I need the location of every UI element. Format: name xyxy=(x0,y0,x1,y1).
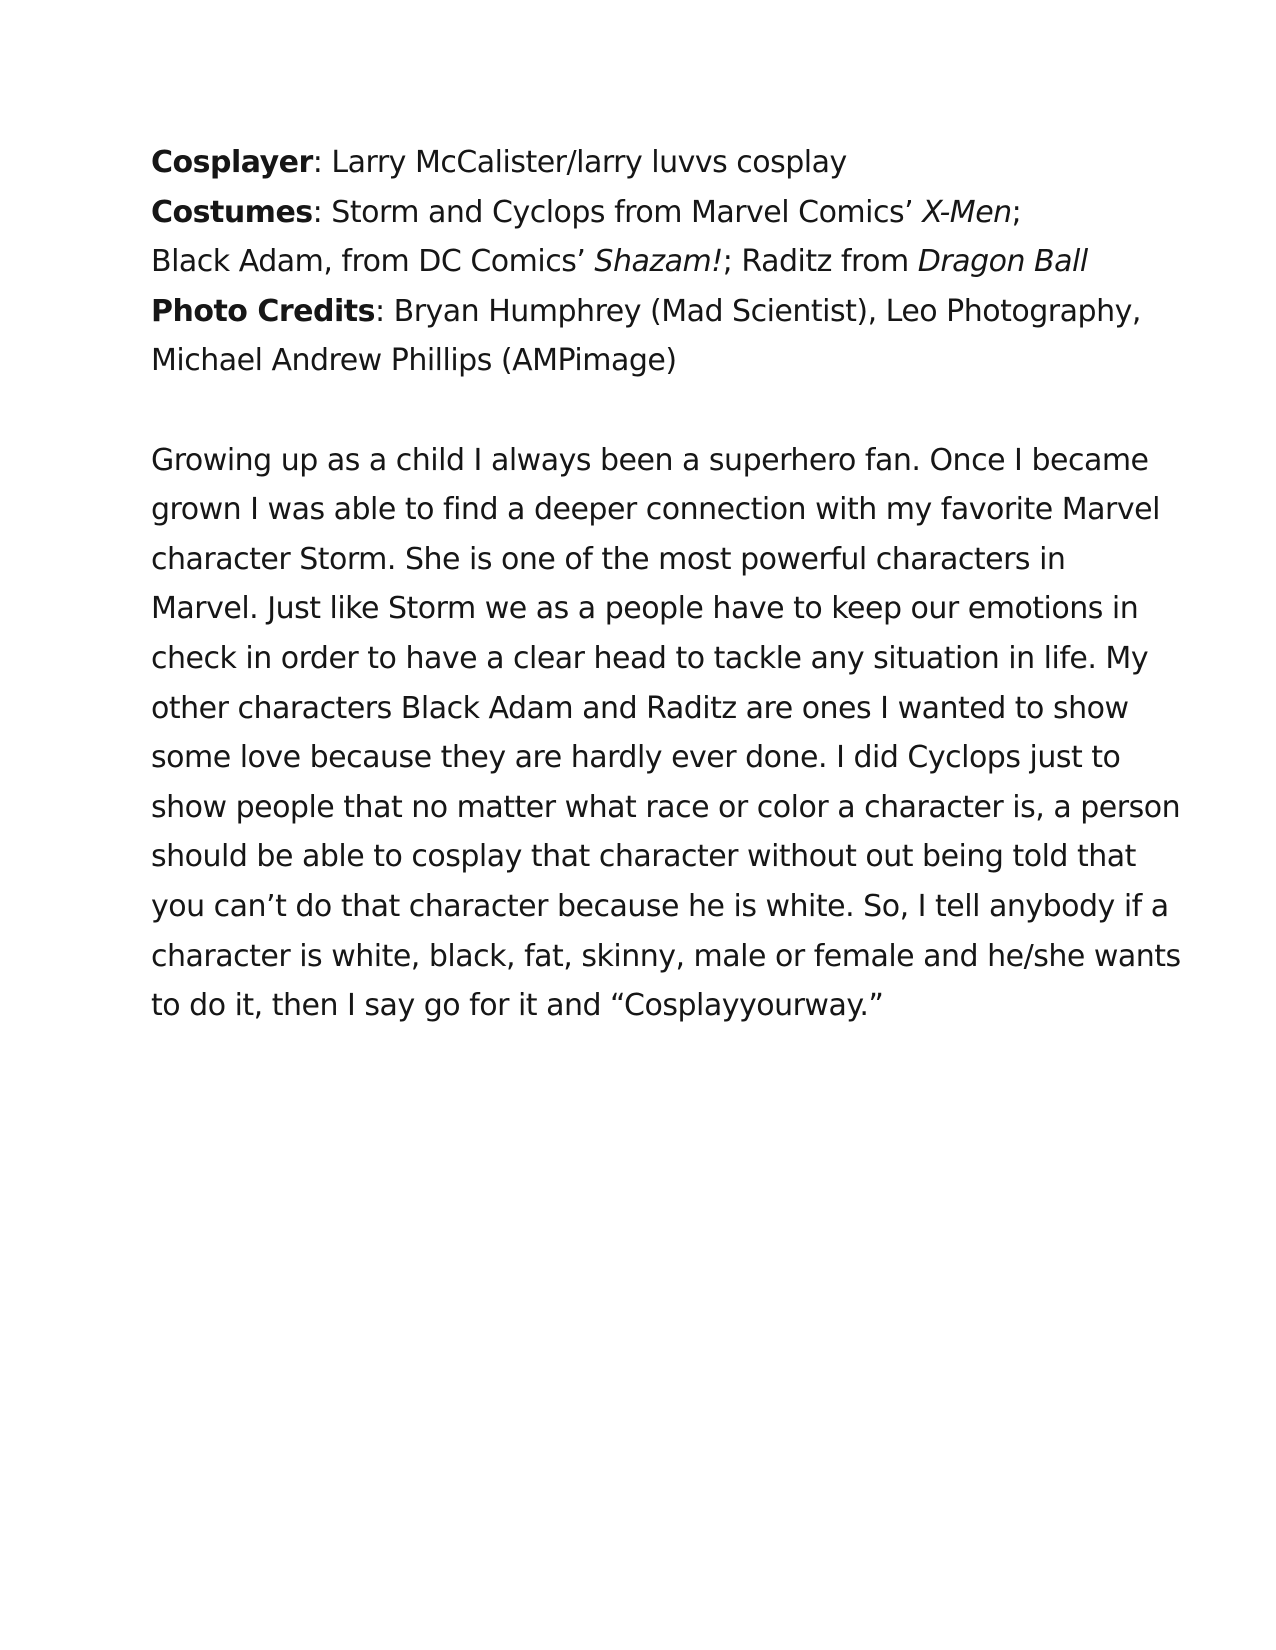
costumes-text-end: ; xyxy=(1011,194,1022,230)
paragraph-gap xyxy=(151,386,1151,436)
cosplayer-value: : Larry McCalister/larry luvvs cosplay xyxy=(312,145,847,180)
costumes-line2-text-mid: ; Raditz from xyxy=(722,244,918,280)
cosplayer-label: Cosplayer xyxy=(151,145,313,180)
body-line: to do it, then I say go for it and “Cosplayyourway.” xyxy=(151,988,884,1024)
costumes-line xyxy=(151,188,1151,238)
costume-title-shazam: Shazam! xyxy=(594,244,723,280)
photo-credits-label: Photo Credits xyxy=(151,293,375,329)
document-page xyxy=(151,138,1181,1031)
photo-credits-line-2 xyxy=(151,336,1151,386)
body-line: show people that no matter what race or color a character is, a person xyxy=(151,789,1181,825)
body-line: Marvel. Just like Storm we as a people have to keep our emotions in xyxy=(151,591,1139,627)
body-line: character Storm. She is one of the most powerful characters in xyxy=(151,541,1066,577)
photo-credits-line xyxy=(151,287,1151,337)
body-line: character is white, black, fat, skinny, male or female and he/she wants xyxy=(151,938,1181,974)
photo-credits-value: : Bryan Humphrey (Mad Scientist), Leo Photography, xyxy=(374,293,1141,329)
body-line: should be able to cosplay that character without out being told that xyxy=(151,839,1136,875)
cosplayer-line xyxy=(151,138,1151,188)
costume-title-xmen: X-Men xyxy=(922,194,1012,230)
body-line: Growing up as a child I always been a superhero fan. Once I became xyxy=(151,442,1149,478)
body-line: you can’t do that character because he is white. So, I tell anybody if a xyxy=(151,888,1169,924)
costumes-text: : Storm and Cyclops from Marvel Comics’ xyxy=(312,194,923,230)
costumes-label: Costumes xyxy=(151,194,313,230)
body-line: check in order to have a clear head to tackle any situation in life. My xyxy=(151,640,1149,676)
body-line: some love because they are hardly ever done. I did Cyclops just to xyxy=(151,740,1121,776)
body-line: grown I was able to find a deeper connection with my favorite Marvel xyxy=(151,492,1160,528)
body-line: other characters Black Adam and Raditz are ones I wanted to show xyxy=(151,690,1129,726)
photo-credits-value-2: Michael Andrew Phillips (AMPimage) xyxy=(151,343,677,379)
body-paragraph xyxy=(151,436,1181,1031)
costumes-line-2 xyxy=(151,237,1151,287)
costumes-line2-text: Black Adam, from DC Comics’ xyxy=(151,244,595,280)
costume-title-dragon-ball: Dragon Ball xyxy=(917,244,1088,280)
